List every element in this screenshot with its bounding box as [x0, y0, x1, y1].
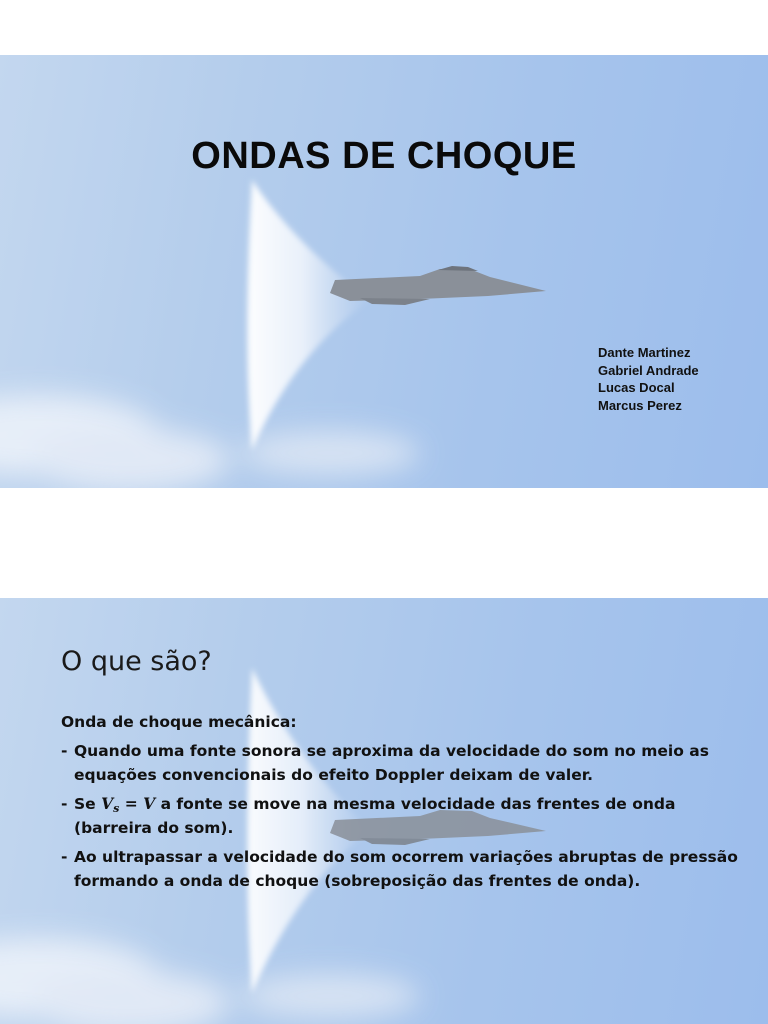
bullet-dash: -	[61, 795, 68, 813]
slide-title: ONDAS DE CHOQUE	[191, 135, 577, 177]
vapor-cone-shape	[247, 180, 370, 450]
math-variable: V	[143, 794, 156, 813]
subheading: Onda de choque mecânica:	[61, 713, 297, 731]
author-name: Marcus Perez	[598, 397, 682, 413]
slide-body	[61, 710, 741, 898]
bullet-text: Quando uma fonte sonora se aproxima da velocidade do som no meio as equações convencionais do efeito Doppler deixam de valer.	[74, 742, 709, 784]
math-equals: =	[124, 794, 138, 813]
author-name: Lucas Docal	[598, 380, 675, 395]
math-subscript: s	[113, 802, 120, 815]
title-slide	[0, 55, 768, 488]
slide-title: O que são?	[61, 646, 212, 677]
cloud-shape	[0, 938, 420, 1024]
jet-shockwave-illustration	[0, 55, 768, 488]
list-item	[61, 739, 741, 787]
bullet-dash: -	[61, 848, 68, 866]
bullet-text-prefix: Se	[74, 795, 96, 813]
list-item	[61, 792, 741, 840]
bullet-list	[61, 739, 741, 893]
math-expression	[101, 794, 155, 813]
author-name: Gabriel Andrade	[598, 362, 699, 378]
author-name: Dante Martinez	[598, 345, 691, 360]
bullet-dash: -	[61, 742, 68, 760]
list-item	[61, 845, 741, 893]
bullet-text: Ao ultrapassar a velocidade do som ocorrem variações abruptas de pressão formando a onda de choque (sobreposição das frentes de onda).	[74, 848, 738, 890]
author-list	[598, 344, 699, 414]
bullet-text-suffix: a fonte se move na mesma velocidade das frentes de onda (barreira do som).	[74, 795, 676, 837]
math-variable: V	[101, 794, 114, 813]
content-slide	[0, 598, 768, 1024]
jet-shape	[330, 266, 546, 305]
cloud-shape	[0, 395, 420, 488]
